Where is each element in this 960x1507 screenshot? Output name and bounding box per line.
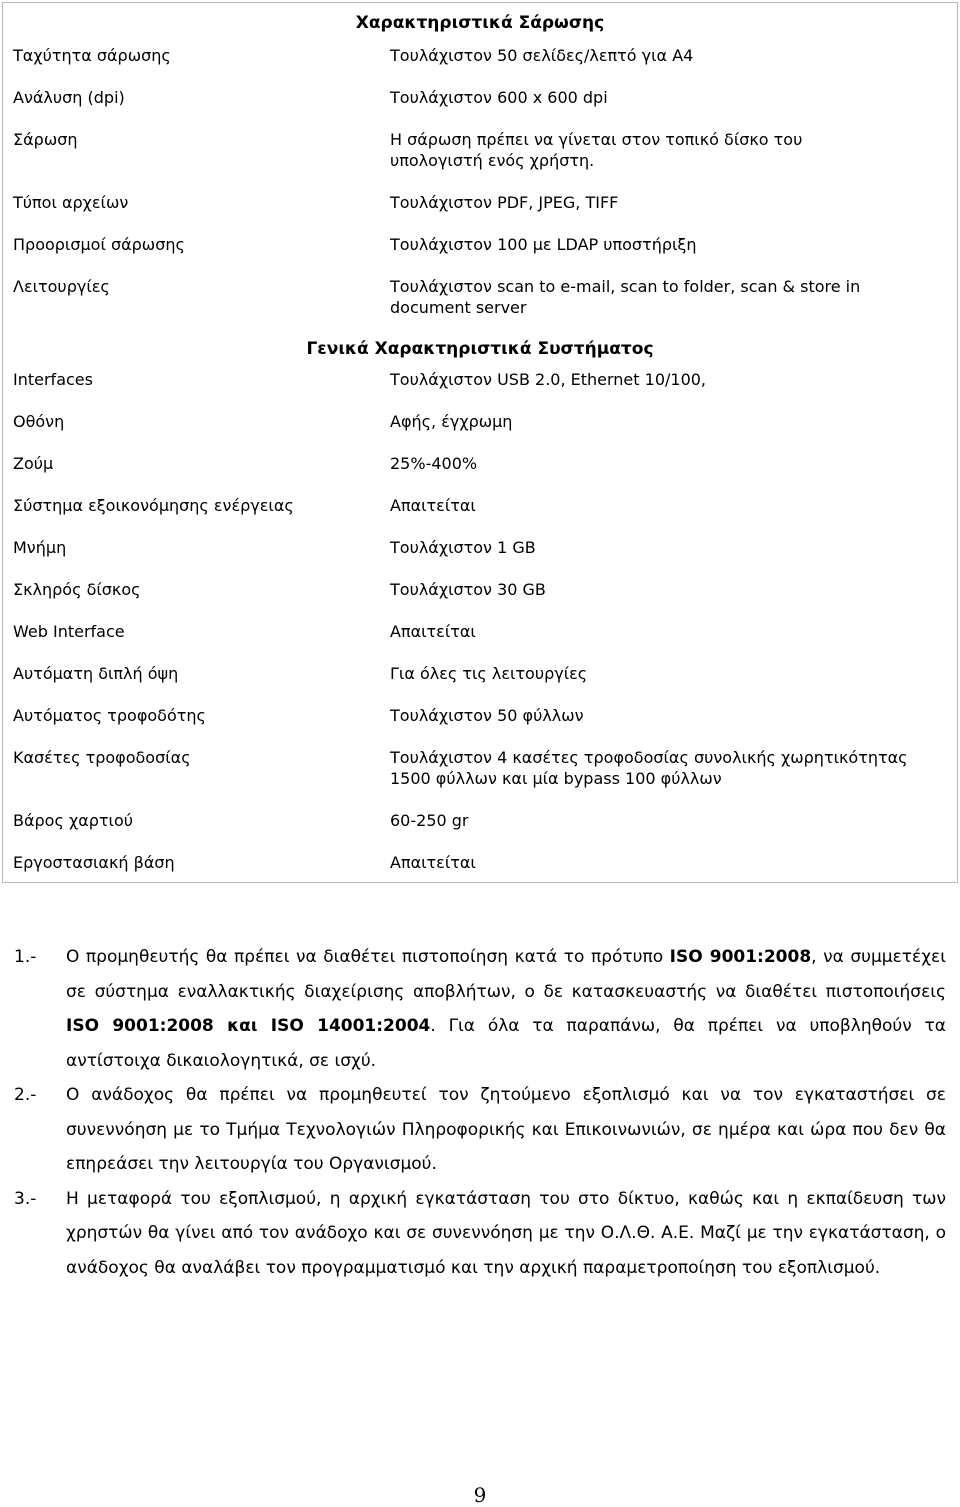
table-row [3, 579, 957, 600]
row-value: Τουλάχιστον 30 GB [390, 580, 546, 599]
table-row [3, 45, 957, 66]
paragraph-number: 1.- [14, 947, 37, 967]
row-label: Ζούμ [13, 454, 54, 473]
table-row [3, 810, 957, 831]
row-label: Τύποι αρχείων [13, 193, 129, 212]
paragraph-text: Ο ανάδοχος θα πρέπει να προμηθευτεί τον ζητούμενο εξοπλισμό και να τον εγκαταστήσει σε συνεννόηση με το Τμήμα Τεχνολογιών Πληροφορικής και Επικοινωνιών, σε ημέρα και ώρα που δεν θα επηρεάσει την λειτουργία του Οργανισμού. [66, 1085, 946, 1174]
table-row [3, 747, 957, 789]
paragraph [0, 1182, 960, 1286]
row-label: Σάρωση [13, 130, 78, 149]
row-value: Απαιτείται [390, 853, 476, 872]
row-label: Αυτόματος τροφοδότης [13, 706, 206, 725]
section-scanning-title: Χαρακτηριστικά Σάρωσης [355, 13, 605, 33]
row-value: Η σάρωση πρέπει να γίνεται στον τοπικό δίσκο του υπολογιστή ενός χρήστη. [390, 130, 803, 170]
table-row [3, 234, 957, 255]
row-label: Οθόνη [13, 412, 65, 431]
table-row [3, 192, 957, 213]
row-label: Προορισμοί σάρωσης [13, 235, 185, 254]
table-row [3, 411, 957, 432]
table-row [3, 852, 957, 873]
table-row [3, 705, 957, 726]
paragraph-text-part: . Για όλα τα παραπάνω, θα πρέπει να υποβληθούν τα αντίστοιχα δικαιολογητικά, σε ισχύ. [66, 1016, 946, 1071]
row-value: Τουλάχιστον PDF, JPEG, TIFF [390, 193, 619, 212]
row-label: Interfaces [13, 370, 93, 389]
row-value: Τουλάχιστον scan to e-mail, scan to folder, scan & store in document server [390, 277, 861, 317]
paragraph-text: Η μεταφορά του εξοπλισμού, η αρχική εγκατάσταση του στο δίκτυο, καθώς και η εκπαίδευση των χρηστών θα γίνει από τον ανάδοχο και σε συνεννόηση με την Ο.Λ.Θ. Α.Ε. Μαζί με την εγκατάσταση, ο ανάδοχος θα αναλάβει τον προγραμματισμό και την αρχική παραμετροποίηση του εξοπλισμού. [66, 1188, 946, 1278]
section-system-title: Γενικά Χαρακτηριστικά Συστήματος [306, 339, 654, 359]
row-value: Αφής, έγχρωμη [390, 412, 513, 431]
iso-standards-text: ISO 9001:2008 και ISO 14001:2004 [66, 1016, 431, 1036]
paragraph [0, 1078, 960, 1182]
terms-section [0, 940, 960, 1285]
row-label: Βάρος χαρτιού [13, 811, 133, 830]
paragraph-text-part: , να συμμετέχει σε σύστημα εναλλακτικής διαχείρισης αποβλήτων, ο δε κατασκευαστής να διαθέτει πιστοποιήσεις [66, 947, 946, 1002]
table-row [3, 129, 957, 171]
row-value: Τουλάχιστον 4 κασέτες τροφοδοσίας συνολικής χωρητικότητας 1500 φύλλων και μία bypass 100 φύλλων [390, 748, 908, 788]
row-label: Ανάλυση (dpi) [13, 88, 125, 107]
paragraph-text [66, 940, 946, 1078]
row-label: Σκληρός δίσκος [13, 580, 141, 599]
paragraph-number: 2.- [14, 1085, 37, 1105]
table-row [3, 276, 957, 318]
table-row [3, 369, 957, 390]
row-value: Τουλάχιστον 600 x 600 dpi [390, 88, 608, 107]
row-label: Αυτόματη διπλή όψη [13, 664, 179, 683]
row-label: Ταχύτητα σάρωσης [13, 46, 171, 65]
row-value: Για όλες τις λειτουργίες [390, 664, 588, 683]
row-label: Web Interface [13, 622, 125, 641]
row-value: 25%-400% [390, 454, 478, 473]
paragraph-text-part: Ο προμηθευτής θα πρέπει να διαθέτει πιστοποίηση κατά το πρότυπο [66, 947, 670, 967]
iso-standard-text: ISO 9001:2008 [669, 947, 812, 967]
row-label: Εργοστασιακή βάση [13, 853, 175, 872]
row-value: Τουλάχιστον 100 με LDAP υποστήριξη [390, 235, 697, 254]
row-value: Τουλάχιστον 50 σελίδες/λεπτό για Α4 [390, 46, 694, 65]
table-row [3, 663, 957, 684]
row-value: Τουλάχιστον 50 φύλλων [390, 706, 584, 725]
table-row [3, 621, 957, 642]
row-label: Λειτουργίες [13, 277, 110, 296]
paragraph-number: 3.- [14, 1188, 37, 1209]
spec-table [2, 2, 958, 883]
row-value: 60-250 gr [390, 811, 469, 830]
row-value: Τουλάχιστον USB 2.0, Ethernet 10/100, [390, 370, 707, 389]
row-label: Μνήμη [13, 538, 67, 557]
row-label: Κασέτες τροφοδοσίας [13, 748, 191, 767]
row-value: Απαιτείται [390, 622, 476, 641]
table-row [3, 495, 957, 516]
table-row [3, 453, 957, 474]
row-value: Τουλάχιστον 1 GB [390, 538, 536, 557]
row-label: Σύστημα εξοικονόμησης ενέργειας [13, 496, 294, 515]
table-row [3, 87, 957, 108]
page-number: 9 [473, 1483, 487, 1507]
paragraph [0, 940, 960, 1078]
table-row [3, 537, 957, 558]
row-value: Απαιτείται [390, 496, 476, 515]
